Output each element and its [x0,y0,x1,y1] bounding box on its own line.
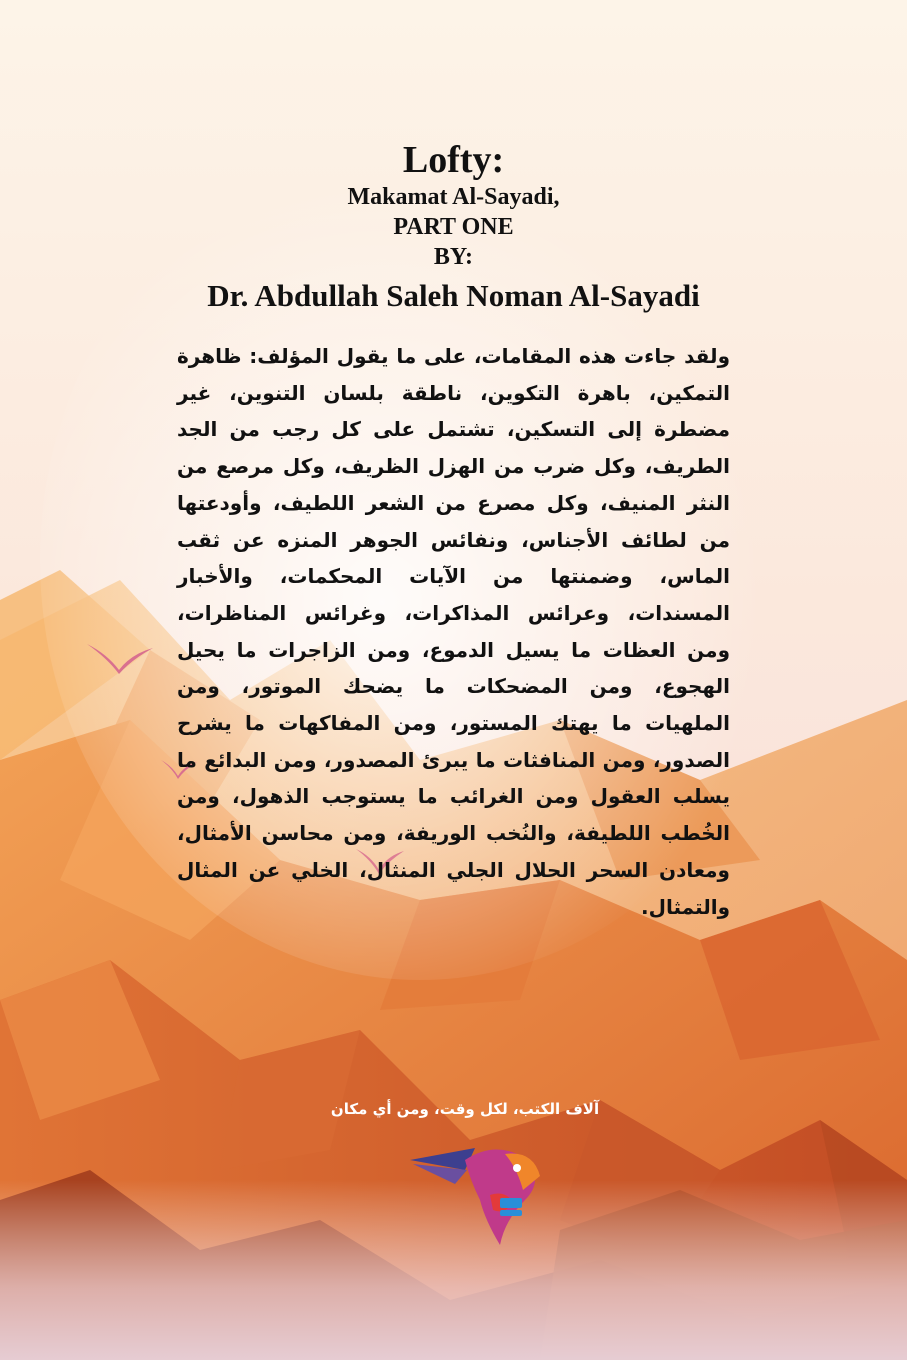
subtitle-line-1: Makamat Al-Sayadi, [347,184,560,210]
publisher-tagline: آلاف الكتب، لكل وقت، ومن أي مكان [330,1100,600,1118]
author-name: Dr. Abdullah Saleh Noman Al-Sayadi [207,278,700,313]
by-label: BY: [433,244,474,270]
subtitle-line-2: PART ONE [393,214,514,240]
bird-icon [85,640,155,680]
arabic-body-text: ولقد جاءت هذه المقامات، على ما يقول المؤلف: ظاهرة التمكين، باهرة التكوين، ناطقة بلسان التنوين، غير مضطرة إلى التسكين، تشتمل على كل رجب من الجد الطريف، وكل ضرب من الهزل الظريف، وكل مرصع من النثر المنيف، وكل مصرع من الشعر اللطيف، وأودعتها من لطائف الأجناس، ونفائس الجوهر المنزه عن ثقب الماس، وضمنتها من الآيات المحكمات، والأخبار المسندات، وعرائس المذاكرات، وغرائس المناظرات، ومن العظات ما يسيل الدموع، ومن الزاجرات ما يحيل الهجوع، ومن المضحكات ما يضحك الموتور، ومن الملهيات ما يهتك المستور، ومن المفاكهات ما يشرح الصدور، ومن المنافثات ما يبرئ المصدور، ومن البدائع ما يسلب العقول ومن الغرائب ما يستوجب الذهول، ومن الخُطب اللطيفة، والنُخب الوريفة، ومن محاسن الأمثال، ومعادن السحر الحلال الجلي المنثال، الخلي عن المثال والتمثال. [177,344,730,919]
book-title: Lofty: [402,139,505,181]
publisher-logo-icon [405,1140,555,1250]
title-block [0,138,907,316]
